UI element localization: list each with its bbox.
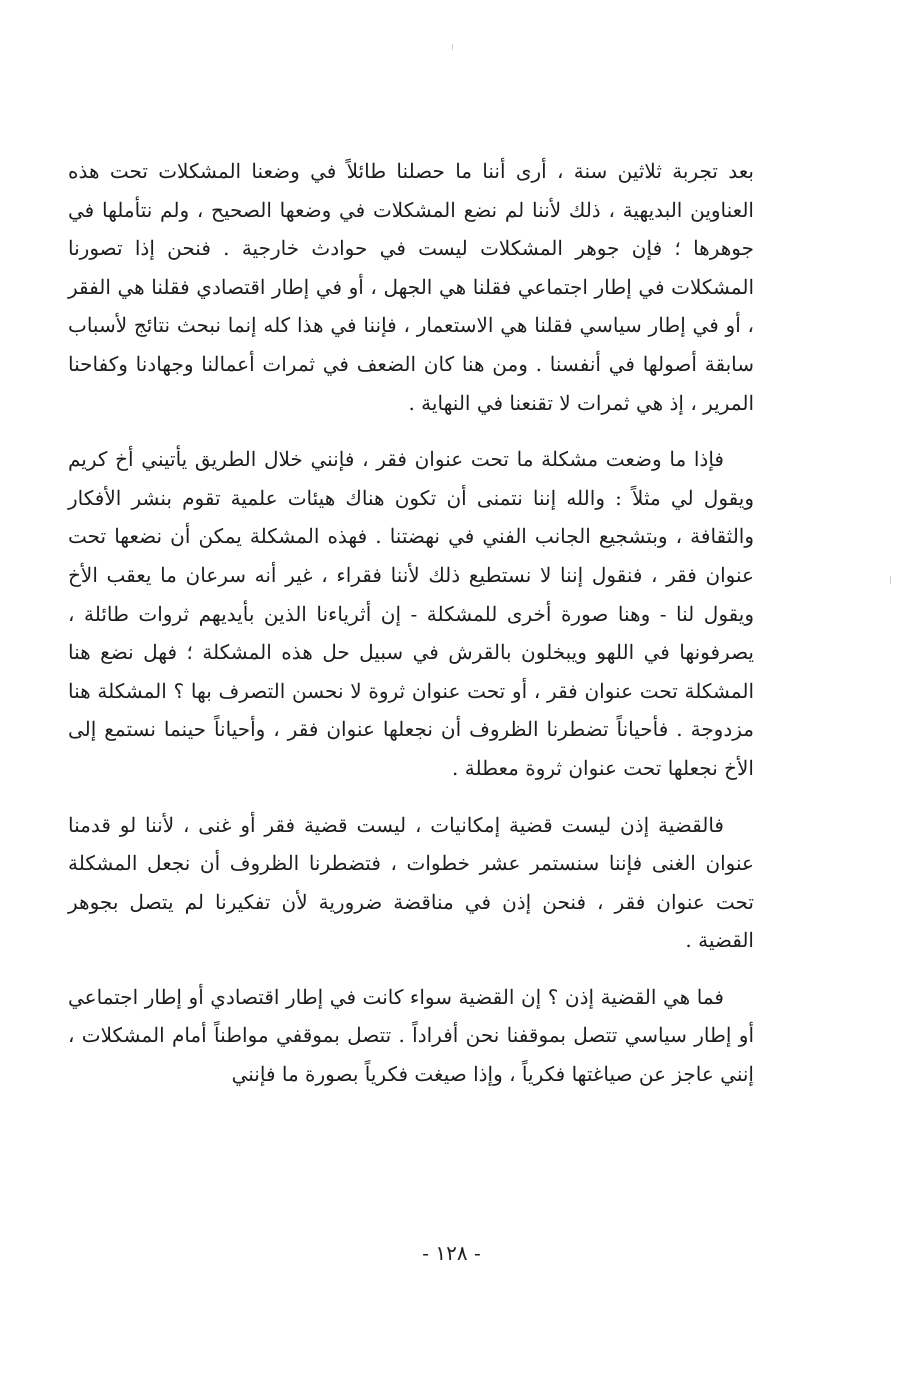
- page-number: - ١٢٨ -: [422, 1241, 481, 1265]
- body-text: [68, 152, 754, 1112]
- paragraph-3: فالقضية إذن ليست قضية إمكانيات ، ليست قضية فقر أو غنى ، لأننا لو قدمنا عنوان الغنى فإننا سنستمر عشر خطوات ، فتضطرنا الظروف أن نجعل المشكلة تحت عنوان فقر ، فنحن إذن في مناقضة ضرورية لأن تفكيرنا لم يتصل بجوهر القضية .: [68, 812, 754, 953]
- paragraph-4: فما هي القضية إذن ؟ إن القضية سواء كانت في إطار اقتصادي أو إطار اجتماعي أو إطار سياسي تتصل بموقفنا نحن أفراداً . تتصل بموقفي مواطناً أمام المشكلات ، إنني عاجز عن صياغتها فكرياً ، وإذا صيغت فكرياً بصورة ما فإنني: [68, 984, 754, 1087]
- scan-mark-side: [890, 576, 891, 584]
- paragraph-1: بعد تجربة ثلاثين سنة ، أرى أننا ما حصلنا طائلاً في وضعنا المشكلات تحت هذه العناوين البديهية ، ذلك لأننا لم نضع المشكلات في وضعها الصحيح ، ولم نتأملها في جوهرها ؛ فإن جوهر المشكلات ليست في حوادث خارجية . فنحن إذا تصورنا المشكلات في إطار اجتماعي فقلنا هي الجهل ، أو في إطار اقتصادي فقلنا هي الفقر ، أو في إطار سياسي فقلنا هي الاستعمار ، فإننا في هذا كله إنما نبحث نتائج لأسباب سابقة أصولها في أنفسنا . ومن هنا كان الضعف في ثمرات أعمالنا وجهادنا وكفاحنا المرير ، إذ هي ثمرات لا تقنعنا في النهاية .: [68, 159, 754, 415]
- scan-mark-top: [452, 44, 453, 50]
- paragraph-2: فإذا ما وضعت مشكلة ما تحت عنوان فقر ، فإنني خلال الطريق يأتيني أخ كريم ويقول لي مثلاً : والله إننا نتمنى أن تكون هناك هيئات علمية تقوم بنشر الأفكار والثقافة ، وبتشجيع الجانب الفني في نهضتنا . فهذه المشكلة يمكن أن نضعها تحت عنوان فقر ، فنقول إننا لا نستطيع ذلك لأننا فقراء ، غير أنه سرعان ما يعقب الأخ ويقول لنا - وهنا صورة أخرى للمشكلة - إن أثرياءنا الذين بأيديهم ثروات طائلة ، يصرفونها في اللهو ويبخلون بالقرش في سبيل حل هذه المشكلة ؛ فهل نضع هنا المشكلة تحت عنوان فقر ، أو تحت عنوان ثروة لا نحسن التصرف بها ؟ المشكلة هنا مزدوجة . فأحياناً تضطرنا الظروف أن نجعلها عنوان فقر ، وأحياناً حينما نستمع إلى الأخ نجعلها تحت عنوان ثروة معطلة .: [68, 447, 754, 780]
